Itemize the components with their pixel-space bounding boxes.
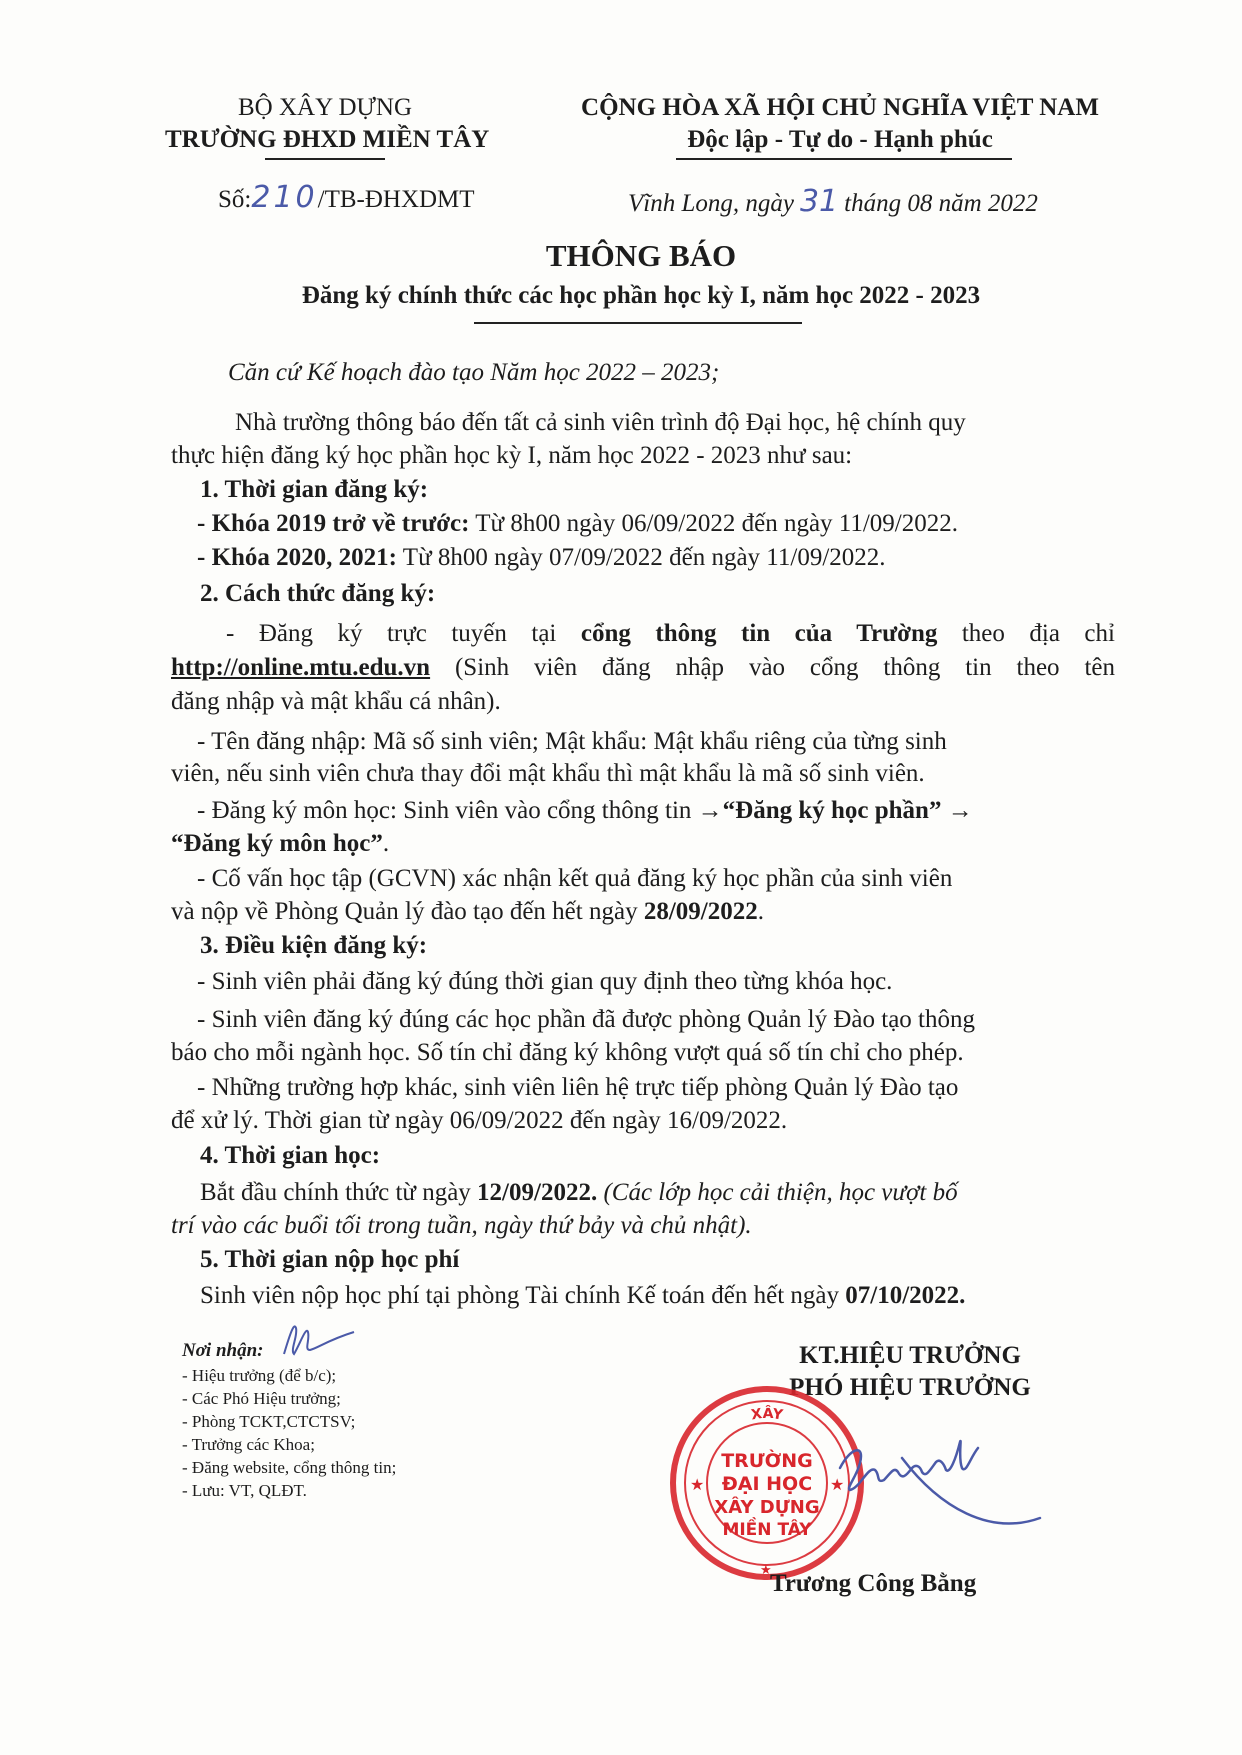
signature-title-2: PHÓ HIỆU TRƯỞNG [789, 1374, 1031, 1401]
register-subject-label: “Đăng ký môn học” [171, 830, 383, 857]
item-2-text: Từ 8h00 ngày 07/09/2022 đến ngày 11/09/2022. [397, 544, 886, 571]
tuition-text: Sinh viên nộp học phí tại phòng Tài chính Kế toán đến hết ngày [200, 1282, 846, 1309]
section-3-para-3-line-2: để xử lý. Thời gian từ ngày 06/09/2022 đến ngày 16/09/2022. [171, 1107, 788, 1134]
initials-signature [276, 1314, 362, 1370]
document-subtitle: Đăng ký chính thức các học phần học kỳ I, năm học 2022 - 2023 [301, 282, 981, 309]
item-1-text: Từ 8h00 ngày 06/09/2022 đến ngày 11/09/2022. [469, 510, 958, 537]
section-4-line-1 [200, 1176, 958, 1209]
intro-line-2: thực hiện đăng ký học phần học kỳ I, năm học 2022 - 2023 như sau: [171, 442, 853, 469]
section-3-heading: 3. Điều kiện đăng ký: [200, 932, 428, 959]
section-4-heading: 4. Thời gian học: [200, 1142, 381, 1169]
para-4-a: và nộp về Phòng Quản lý đào tạo đến hết ngày [171, 898, 644, 925]
ministry-name: BỘ XÂY DỰNG [237, 94, 413, 121]
para-4-end: . [757, 898, 764, 925]
stamp-star-icon: ★ [830, 1475, 845, 1494]
issue-date [628, 184, 1038, 219]
item-1-label: - Khóa 2019 trở về trước: [197, 510, 470, 537]
section-2-para-1-line-3: đăng nhập và mật khẩu cá nhân). [171, 688, 501, 715]
section-2-para-1-line-1 [226, 617, 1115, 650]
section-5-heading: 5. Thời gian nộp học phí [200, 1246, 460, 1273]
section-1-item-1 [197, 507, 958, 540]
recipients-label: Nơi nhận: [182, 1340, 264, 1361]
section-3-para-2-line-2: báo cho mỗi ngành học. Số tín chỉ đăng ký không vượt quá số tín chỉ cho phép. [171, 1039, 964, 1066]
section-2-para-3-line-2 [171, 827, 389, 860]
section-2-para-4-line-2 [171, 895, 764, 928]
handwritten-number: 210 [251, 180, 318, 215]
motto-underline [676, 158, 1012, 160]
intro-line-1: Nhà trường thông báo đến tất cả sinh viên trình độ Đại học, hệ chính quy [235, 409, 966, 436]
advisor-deadline: 28/09/2022 [643, 898, 758, 925]
para-1-c: theo địa chỉ [937, 620, 1115, 647]
title-underline [474, 322, 802, 324]
section-2-para-3-line-1 [197, 794, 973, 827]
basis-line: Căn cứ Kế hoạch đào tạo Năm học 2022 – 2023; [228, 359, 720, 386]
date-suffix: tháng 08 năm 2022 [844, 190, 1038, 217]
number-suffix: /TB-ĐHXDMT [317, 186, 475, 213]
recipients-list [182, 1364, 396, 1502]
register-course-label: “Đăng ký học phần” [722, 797, 942, 824]
stamp-star-icon: ★ [690, 1475, 705, 1494]
document-title: THÔNG BÁO [545, 238, 737, 273]
section-2-para-2-line-1: - Tên đăng nhập: Mã số sinh viên; Mật khẩu: Mật khẩu riêng của từng sinh [197, 728, 947, 755]
arrow-icon: → [697, 797, 723, 824]
document-number [218, 180, 475, 215]
portal-link[interactable]: http://online.mtu.edu.vn [171, 654, 431, 681]
date-prefix: Vĩnh Long, ngày [628, 190, 794, 217]
section-4-line-2: trí vào các buổi tối trong tuần, ngày thứ bảy và chủ nhật). [171, 1212, 752, 1239]
section-3-para-3-line-1: - Những trường hợp khác, sinh viên liên hệ trực tiếp phòng Quản lý Đào tạo [197, 1074, 959, 1101]
section-5-line [200, 1279, 965, 1312]
section-1-heading: 1. Thời gian đăng ký: [200, 476, 429, 503]
arrow-icon: → [947, 797, 973, 824]
country-name: CỘNG HÒA XÃ HỘI CHỦ NGHĨA VIỆT NAM [581, 94, 1099, 121]
handwritten-day: 31 [799, 184, 839, 219]
start-text: Bắt đầu chính thức từ ngày [200, 1179, 478, 1206]
school-underline [265, 158, 385, 160]
section-1-item-2 [197, 541, 886, 574]
section-2-para-4-line-1: - Cố vấn học tập (GCVN) xác nhận kết quả đăng ký học phần của sinh viên [197, 865, 953, 892]
tuition-deadline: 07/10/2022. [845, 1282, 966, 1309]
stamp-star-icon: ★ [760, 1563, 772, 1578]
recipient-item: - Trưởng các Khoa; [182, 1435, 315, 1454]
signatory-name: Trương Công Bằng [770, 1570, 977, 1597]
stamp-line-2: ĐẠI HỌC [721, 1473, 813, 1495]
recipient-item: - Hiệu trưởng (để b/c); [182, 1366, 337, 1385]
stamp-line-4: MIỀN TÂY [722, 1520, 812, 1540]
number-prefix: Số: [218, 186, 252, 213]
portal-name: cổng thông tin của Trường [580, 620, 938, 647]
para-3-end: . [382, 830, 390, 857]
section-3-para-1: - Sinh viên phải đăng ký đúng thời gian quy định theo từng khóa học. [197, 968, 893, 995]
signature-title-1: KT.HIỆU TRƯỞNG [799, 1342, 1021, 1369]
section-3-para-2-line-1: - Sinh viên đăng ký đúng các học phần đã được phòng Quản lý Đào tạo thông [197, 1006, 975, 1033]
handwritten-signature [820, 1418, 1050, 1548]
para-1-d: (Sinh viên đăng nhập vào cổng thông tin theo tên [430, 654, 1115, 681]
section-2-para-1-line-2 [171, 651, 1115, 684]
section-2-para-2-line-2: viên, nếu sinh viên chưa thay đổi mật khẩu thì mật khẩu là mã số sinh viên. [171, 760, 925, 787]
recipient-item: - Các Phó Hiệu trưởng; [182, 1389, 341, 1408]
stamp-ring-text: XÂY [750, 1405, 784, 1424]
para-1-a: - Đăng ký trực tuyến tại [226, 620, 581, 647]
stamp-line-1: TRƯỜNG [721, 1450, 813, 1472]
stamp-line-3: XÂY DỰNG [714, 1497, 820, 1518]
start-date: 12/09/2022. [477, 1179, 598, 1206]
evening-classes-note: (Các lớp học cải thiện, học vượt bố [597, 1179, 958, 1206]
para-3-a: - Đăng ký môn học: Sinh viên vào cổng thông tin [197, 797, 698, 824]
national-motto: Độc lập - Tự do - Hạnh phúc [687, 126, 993, 153]
section-2-heading: 2. Cách thức đăng ký: [200, 580, 436, 607]
recipient-item: - Lưu: VT, QLĐT. [182, 1481, 307, 1500]
recipient-item: - Phòng TCKT,CTCTSV; [182, 1412, 356, 1431]
school-name: TRƯỜNG ĐHXD MIỀN TÂY [165, 126, 490, 153]
item-2-label: - Khóa 2020, 2021: [197, 544, 397, 571]
recipient-item: - Đăng website, cổng thông tin; [182, 1458, 397, 1477]
